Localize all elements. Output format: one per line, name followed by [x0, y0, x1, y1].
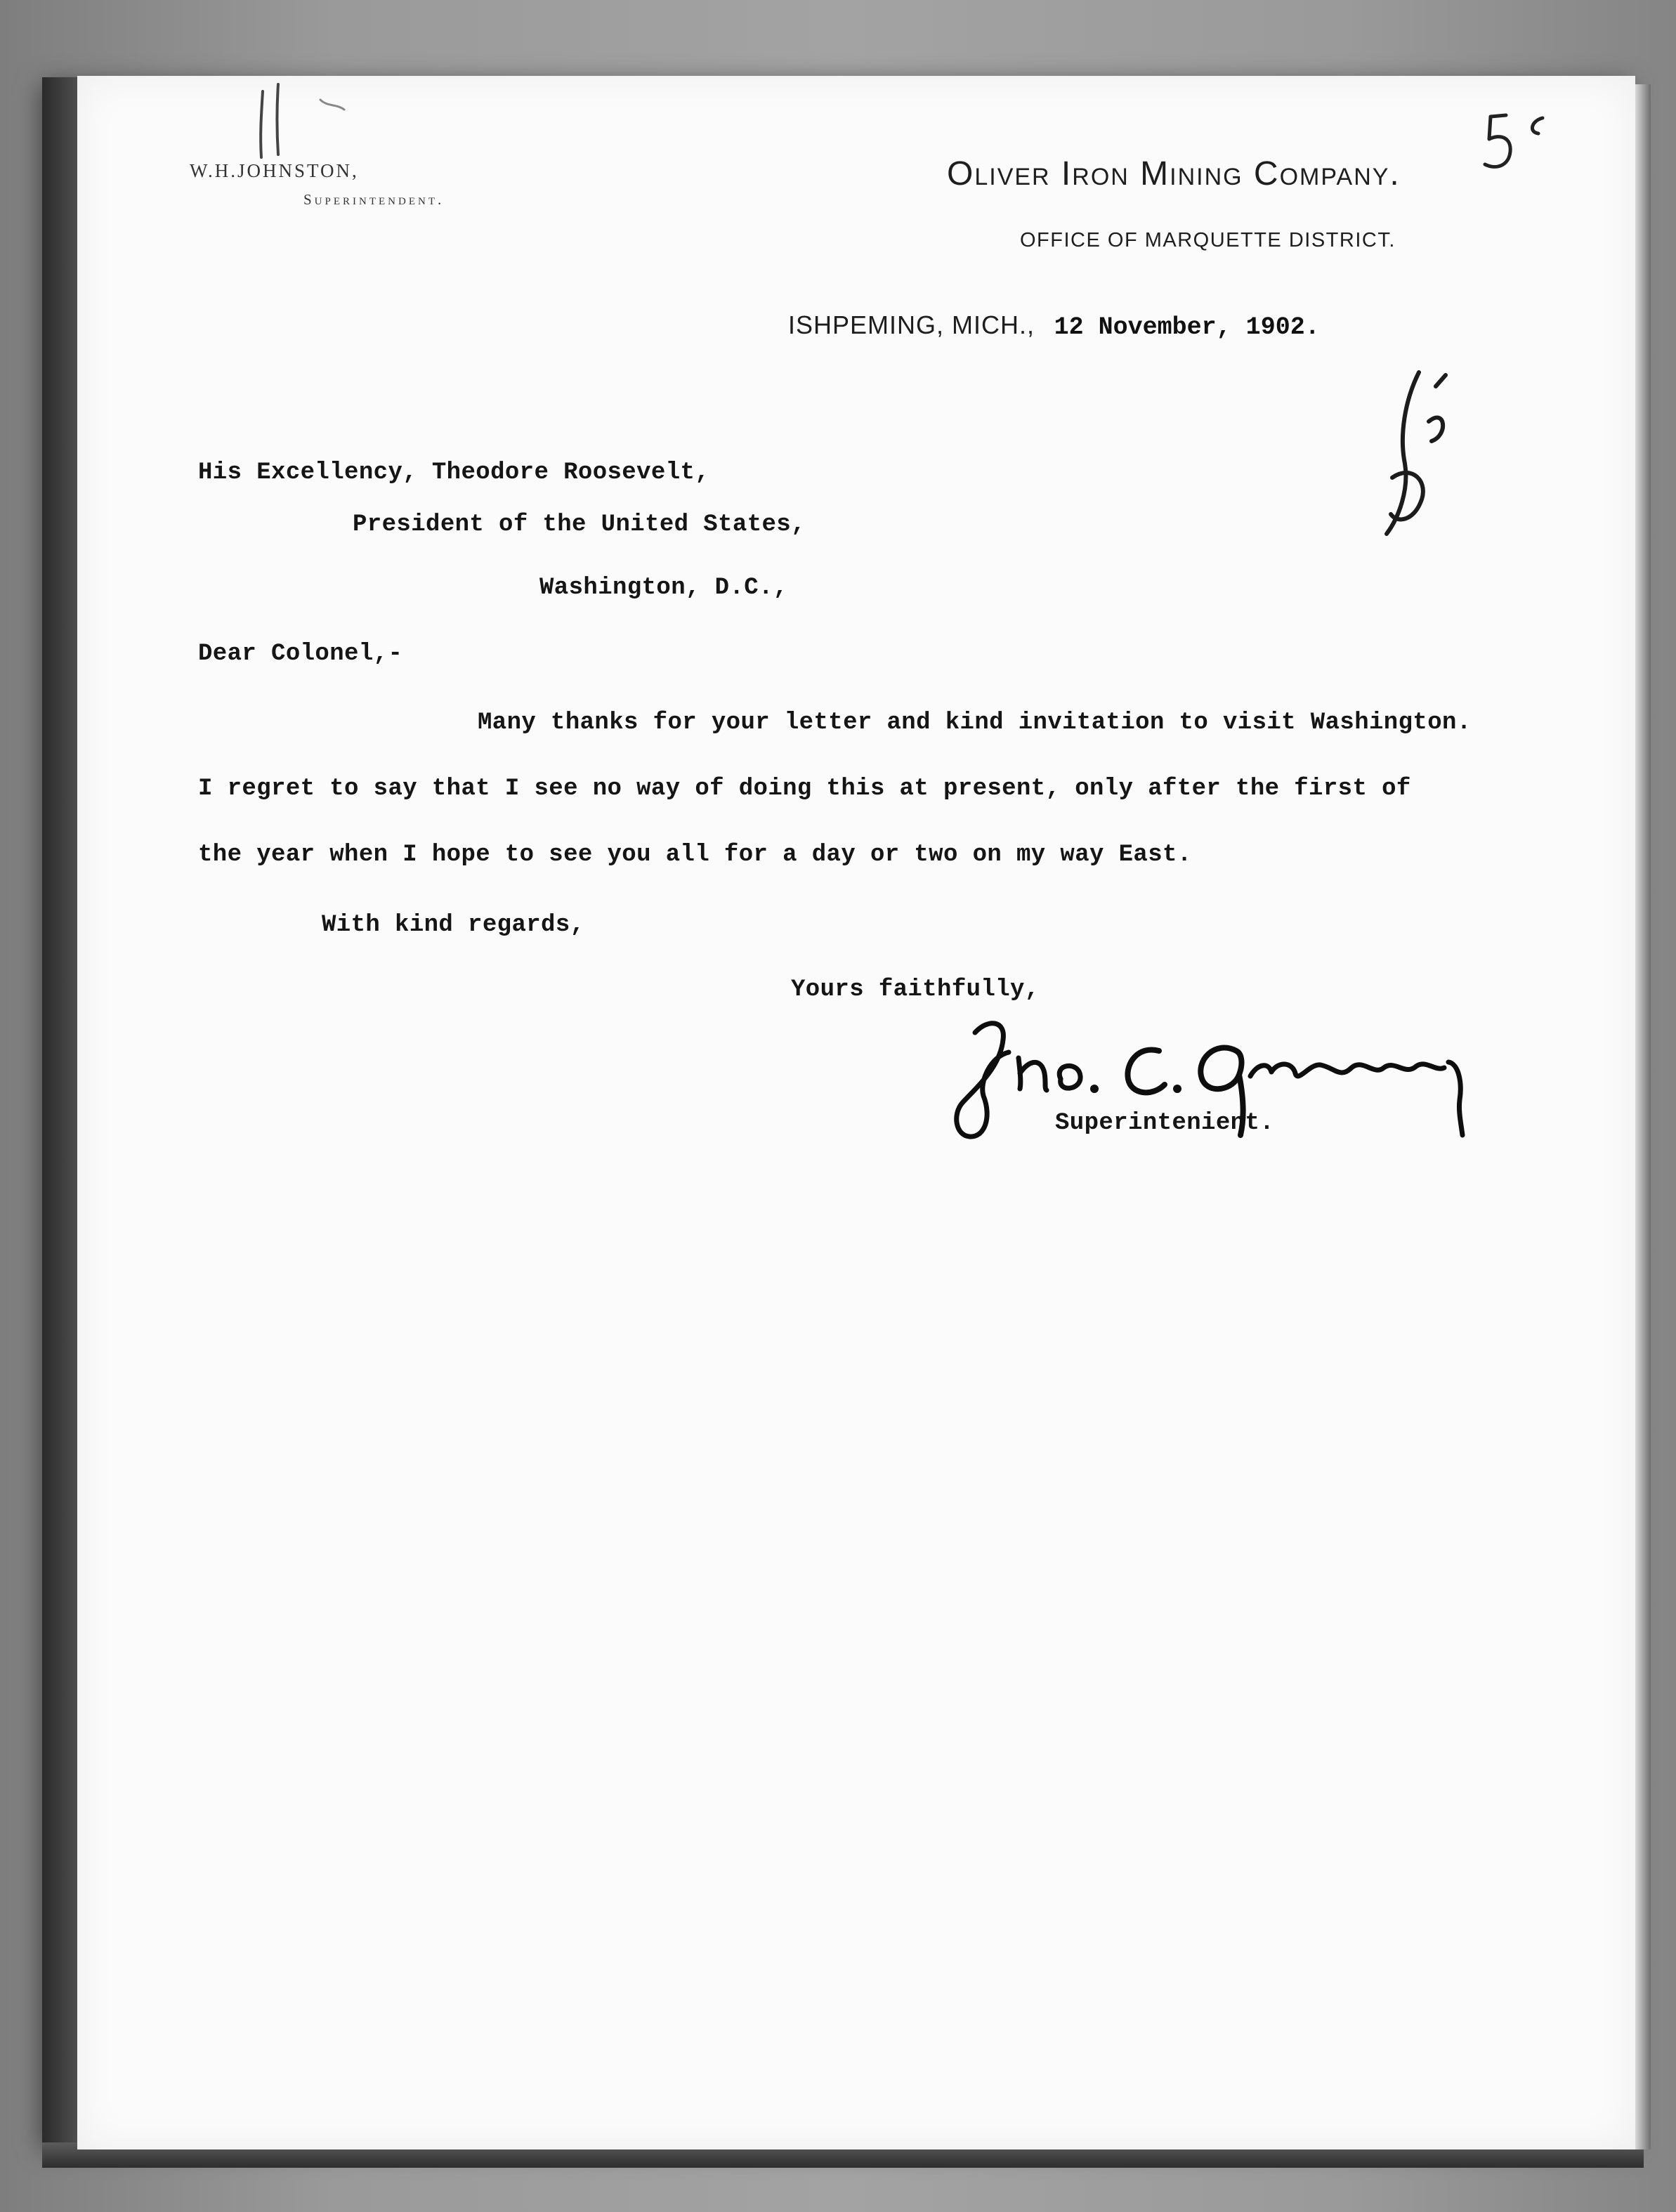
body-line-2: I regret to say that I see no way of doing this at present, only after the first of — [198, 775, 1411, 802]
letterhead-person-title: Superintendent. — [303, 191, 445, 208]
regards-line: With kind regards, — [322, 912, 585, 938]
letterhead-office: OFFICE OF MARQUETTE DISTRICT. — [1020, 229, 1396, 251]
salutation: Dear Colonel,- — [198, 641, 403, 667]
letterhead-person-name: W.H.JOHNSTON, — [190, 160, 359, 181]
dateline — [788, 310, 1320, 341]
address-line-3: Washington, D.C., — [539, 575, 788, 601]
paper-right-edge — [1635, 84, 1651, 2149]
closing-line: Yours faithfully, — [791, 976, 1040, 1003]
address-line-1: His Excellency, Theodore Roosevelt, — [198, 459, 710, 486]
body-line-3: the year when I hope to see you all for a day or two on my way East. — [198, 842, 1192, 868]
dateline-date: 12 November, 1902. — [1054, 313, 1320, 341]
letterhead-company: Oliver Iron Mining Company. — [947, 155, 1401, 192]
signature-title: Superintenient. — [1055, 1110, 1275, 1137]
letter-page — [77, 76, 1635, 2149]
body-line-1: Many thanks for your letter and kind invitation to visit Washington. — [478, 709, 1472, 736]
dateline-place: ISHPEMING, MICH., — [788, 310, 1035, 339]
address-line-2: President of the United States, — [353, 511, 806, 538]
